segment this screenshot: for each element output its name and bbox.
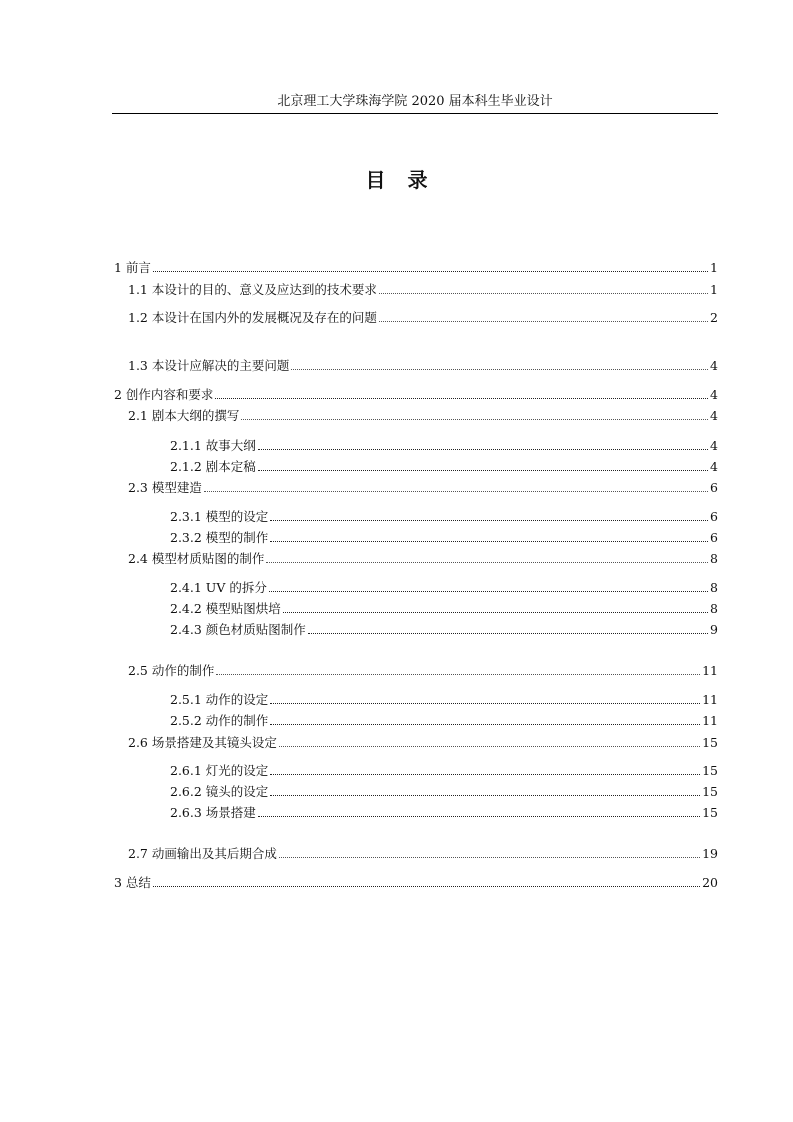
toc-leader (153, 271, 708, 272)
toc-leader (258, 470, 708, 471)
toc-page-number: 15 (702, 735, 718, 750)
toc-entry-label: 3 总结 (114, 875, 151, 890)
toc-entry[interactable] (170, 620, 718, 638)
toc-leader (153, 886, 700, 887)
toc-entry[interactable] (128, 478, 718, 496)
toc-entry[interactable] (128, 549, 718, 567)
toc-entry[interactable] (170, 578, 718, 596)
toc-page-number: 4 (710, 387, 718, 402)
toc-page-number: 1 (710, 282, 718, 297)
toc-leader (270, 774, 700, 775)
toc-entry[interactable] (128, 280, 718, 298)
toc-entry-label: 2.5.2 动作的制作 (170, 713, 269, 728)
toc-entry[interactable] (128, 661, 718, 679)
toc-leader (215, 398, 708, 399)
toc-entry-label: 2.4.3 颜色材质贴图制作 (170, 622, 306, 637)
toc-entry[interactable] (170, 457, 718, 475)
toc-entry[interactable] (170, 711, 718, 729)
toc-leader (270, 541, 708, 542)
toc-page-number: 4 (710, 438, 718, 453)
toc-entry[interactable] (170, 761, 718, 779)
toc-entry-label: 2.4.2 模型贴图烘培 (170, 601, 281, 616)
toc-entry-label: 2.5 动作的制作 (128, 663, 215, 678)
toc-leader (270, 795, 700, 796)
toc-entry[interactable] (170, 436, 718, 454)
toc-entry[interactable] (114, 258, 718, 276)
toc-leader (266, 562, 708, 563)
toc-entry[interactable] (114, 873, 718, 891)
toc-title: 目录 (365, 168, 450, 192)
toc-leader (269, 591, 708, 592)
toc-page-number: 6 (710, 480, 718, 495)
toc-leader (270, 703, 700, 704)
toc-entry[interactable] (170, 599, 718, 617)
toc-page-number: 4 (710, 459, 718, 474)
toc-leader (283, 612, 708, 613)
toc-leader (291, 369, 708, 370)
toc-page-number: 2 (710, 310, 718, 325)
toc-entry[interactable] (170, 507, 718, 525)
toc-leader (258, 816, 700, 817)
toc-page-number: 20 (702, 875, 718, 890)
toc-page-number: 8 (710, 551, 718, 566)
toc-entry[interactable] (128, 356, 718, 374)
toc-page-number: 4 (710, 358, 718, 373)
page-header: 北京理工大学珠海学院 2020 届本科生毕业设计 (277, 94, 553, 109)
toc-entry[interactable] (170, 690, 718, 708)
toc-entry-label: 2.3.2 模型的制作 (170, 530, 269, 545)
toc-page-number: 19 (702, 846, 718, 861)
toc-entry[interactable] (128, 733, 718, 751)
toc-entry-label: 2.6.1 灯光的设定 (170, 763, 269, 778)
toc-entry-label: 2 创作内容和要求 (114, 387, 214, 402)
toc-leader (279, 746, 700, 747)
toc-entry[interactable] (170, 782, 718, 800)
toc-entry-label: 2.7 动画输出及其后期合成 (128, 846, 277, 861)
toc-leader (204, 491, 708, 492)
toc-leader (270, 724, 700, 725)
toc-page-number: 11 (702, 692, 718, 707)
toc-entry[interactable] (128, 844, 718, 862)
toc-leader (379, 293, 708, 294)
toc-leader (270, 520, 708, 521)
toc-entry-label: 2.6.3 场景搭建 (170, 805, 256, 820)
toc-entry-label: 2.4 模型材质贴图的制作 (128, 551, 265, 566)
toc-leader (216, 674, 700, 675)
header-divider (112, 113, 718, 114)
toc-page-number: 15 (702, 805, 718, 820)
toc-leader (279, 857, 700, 858)
toc-page-number: 6 (710, 530, 718, 545)
toc-entry-label: 2.1 剧本大纲的撰写 (128, 408, 240, 423)
toc-leader (258, 449, 708, 450)
toc-entry-label: 1.1 本设计的目的、意义及应达到的技术要求 (128, 282, 377, 297)
toc-entry[interactable] (170, 528, 718, 546)
toc-entry-label: 2.4.1 UV 的拆分 (170, 580, 267, 595)
toc-page-number: 6 (710, 509, 718, 524)
toc-leader (241, 419, 708, 420)
toc-entry-label: 2.1.1 故事大纲 (170, 438, 256, 453)
toc-entry-label: 1.3 本设计应解决的主要问题 (128, 358, 290, 373)
toc-page-number: 8 (710, 601, 718, 616)
toc-page-number: 15 (702, 784, 718, 799)
toc-entry-label: 2.6.2 镜头的设定 (170, 784, 269, 799)
toc-entry-label: 1 前言 (114, 260, 151, 275)
toc-entry-label: 2.5.1 动作的设定 (170, 692, 269, 707)
toc-entry-label: 2.3 模型建造 (128, 480, 202, 495)
toc-entry-label: 2.3.1 模型的设定 (170, 509, 269, 524)
toc-page-number: 4 (710, 408, 718, 423)
toc-page-number: 15 (702, 763, 718, 778)
toc-leader (379, 321, 708, 322)
toc-page-number: 8 (710, 580, 718, 595)
toc-page-number: 11 (702, 713, 718, 728)
toc-entry-label: 1.2 本设计在国内外的发展概况及存在的问题 (128, 310, 377, 325)
toc-page-number: 1 (710, 260, 718, 275)
toc-entry[interactable] (114, 385, 718, 403)
toc-entry-label: 2.1.2 剧本定稿 (170, 459, 256, 474)
toc-entry-label: 2.6 场景搭建及其镜头设定 (128, 735, 277, 750)
toc-entry[interactable] (128, 308, 718, 326)
toc-page-number: 11 (702, 663, 718, 678)
toc-leader (308, 633, 708, 634)
toc-entry[interactable] (170, 803, 718, 821)
toc-page-number: 9 (710, 622, 718, 637)
toc-entry[interactable] (128, 406, 718, 424)
